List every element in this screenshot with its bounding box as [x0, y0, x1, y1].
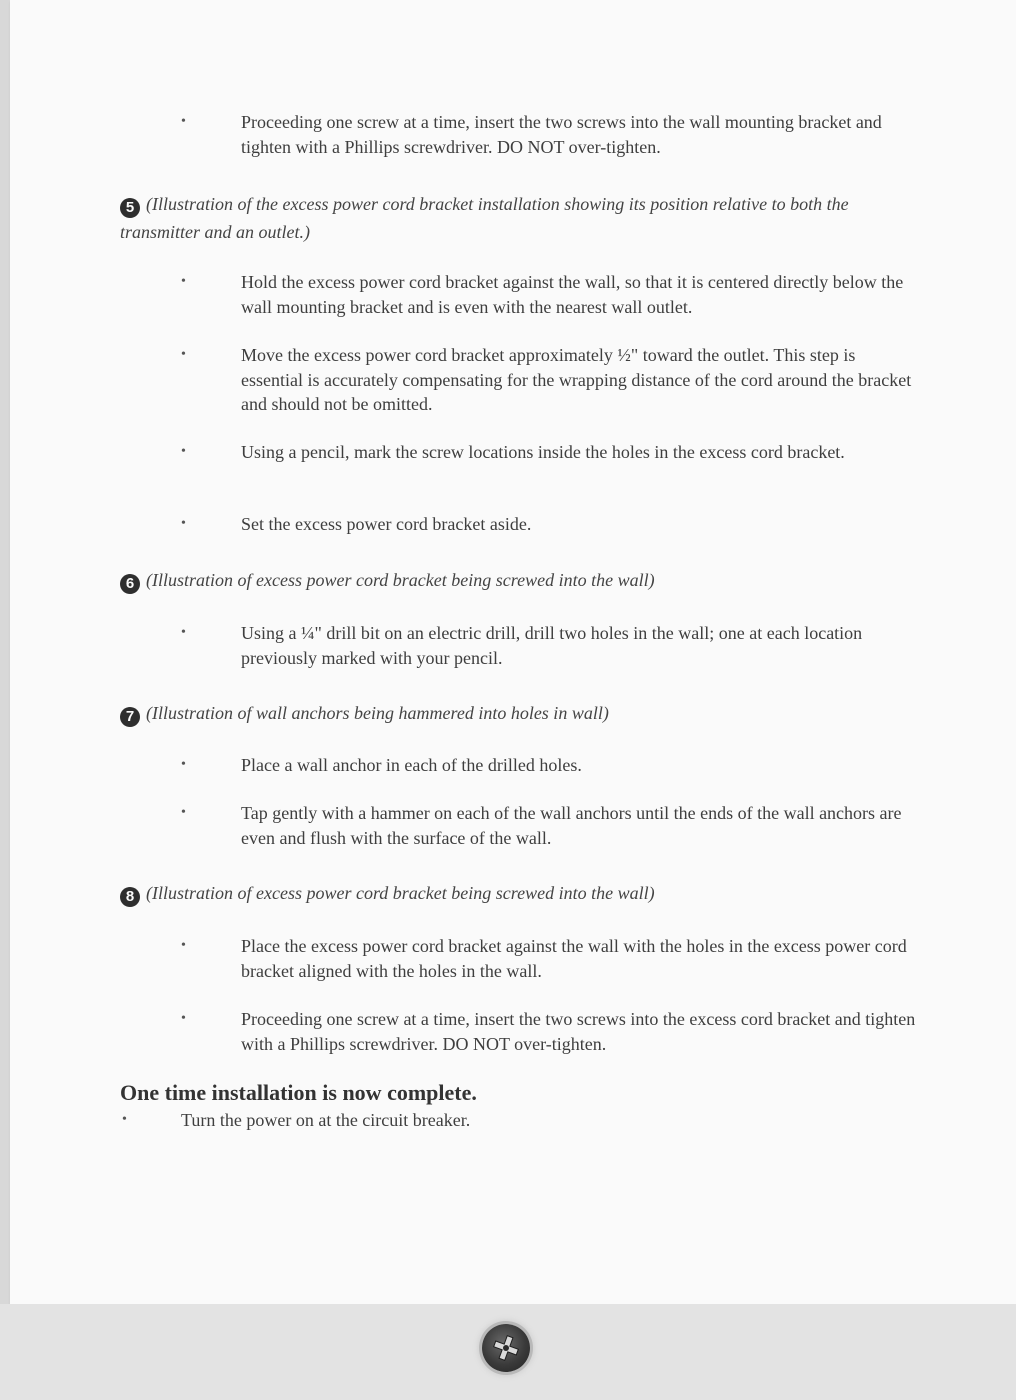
- instruction-text: Using a pencil, mark the screw locations inside the holes in the excess cord bracket.: [241, 442, 845, 462]
- illustration-caption: (Illustration of the excess power cord bracket installation showing its position relative to both the transmitter and an outlet.): [120, 194, 849, 242]
- phillips-screw-icon: [482, 1324, 530, 1372]
- step-6-caption: [120, 566, 930, 594]
- bullet-icon: •: [181, 938, 186, 953]
- document-page: [10, 0, 1016, 1304]
- illustration-caption: (Illustration of excess power cord bracket being screwed into the wall): [146, 883, 655, 903]
- step-number-badge: 5: [120, 198, 140, 218]
- final-instruction-text: Turn the power on at the circuit breaker.: [181, 1110, 471, 1130]
- step-number-badge: 8: [120, 887, 140, 907]
- bullet-icon: •: [181, 516, 186, 531]
- bullet-icon: •: [181, 444, 186, 459]
- bullet-icon: •: [122, 1112, 127, 1127]
- bullet-icon: •: [181, 347, 186, 362]
- instruction-text: Move the excess power cord bracket approximately ½" toward the outlet. This step is essential is accurately compensating for the wrapping distance of the cord around the bracket and should not be omitted.: [241, 345, 912, 414]
- illustration-caption: (Illustration of wall anchors being hammered into holes in wall): [146, 703, 609, 723]
- instruction-text: Using a ¼" drill bit on an electric drill, drill two holes in the wall; one at each location previously marked with your pencil.: [241, 623, 863, 668]
- completion-heading: One time installation is now complete.: [120, 1080, 477, 1105]
- bullet-icon: •: [181, 805, 186, 820]
- step-7-caption: [120, 699, 930, 727]
- bullet-icon: •: [181, 274, 186, 289]
- instruction-text: Place a wall anchor in each of the drilled holes.: [241, 755, 582, 775]
- bullet-icon: •: [181, 625, 186, 640]
- step-5-caption: [120, 190, 930, 246]
- bullet-icon: •: [181, 114, 186, 129]
- instruction-text: Proceeding one screw at a time, insert the two screws into the wall mounting bracket and tighten with a Phillips screwdriver. DO NOT over-tighten.: [241, 112, 882, 157]
- bullet-icon: •: [181, 1011, 186, 1026]
- instruction-text: Proceeding one screw at a time, insert the two screws into the excess cord bracket and tighten with a Phillips screwdriver. DO NOT over-tighten.: [241, 1009, 916, 1054]
- illustration-caption: (Illustration of excess power cord bracket being screwed into the wall): [146, 570, 655, 590]
- instruction-text: Set the excess power cord bracket aside.: [241, 514, 532, 534]
- step-number-badge: 7: [120, 707, 140, 727]
- instruction-text: Tap gently with a hammer on each of the wall anchors until the ends of the wall anchors are even and flush with the surface of the wall.: [241, 803, 902, 848]
- step-number-badge: 6: [120, 574, 140, 594]
- screw-icon: [482, 1324, 530, 1372]
- step-8-caption: [120, 879, 930, 907]
- bullet-icon: •: [181, 757, 186, 772]
- scan-edge-left: [0, 0, 10, 1304]
- instruction-text: Place the excess power cord bracket against the wall with the holes in the excess power cord bracket aligned with the holes in the wall.: [241, 936, 907, 981]
- instruction-text: Hold the excess power cord bracket against the wall, so that it is centered directly below the wall mounting bracket and is even with the nearest wall outlet.: [241, 272, 904, 317]
